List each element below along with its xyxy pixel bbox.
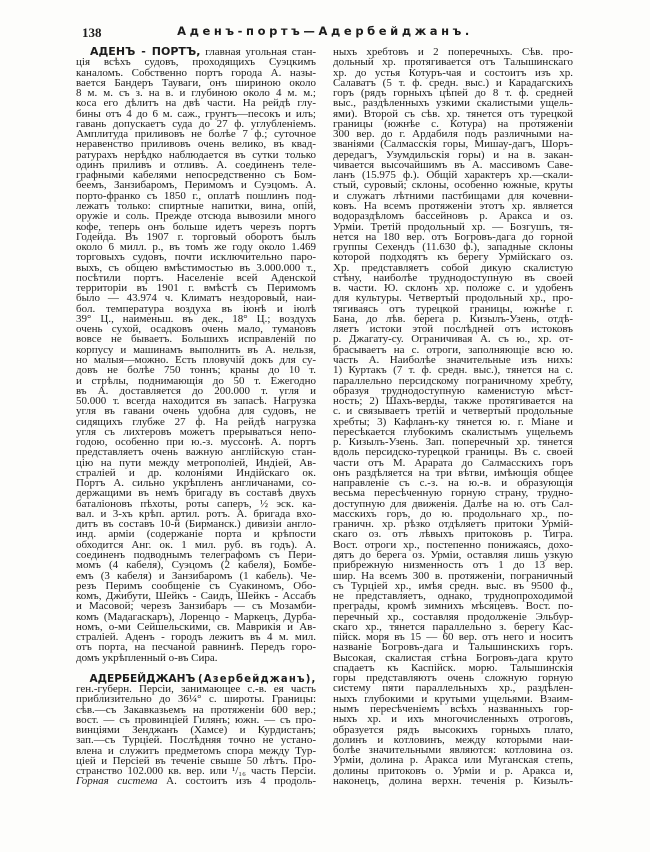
- article-aderbeidzhan-last-line: [76, 776, 316, 786]
- text-line: дятъ до берега оз. Урміи, оставляя лишь узкую: [333, 549, 573, 562]
- text-line: Хр. представляетъ собой дикую скалистую: [333, 261, 573, 274]
- text-line: представляетъ очень важную англійскую стан-: [76, 446, 316, 459]
- text-line: домъ укрѣпленный о-въ Сира.: [76, 651, 218, 664]
- text-line: коса его дѣлитъ на двѣ части. На рейдѣ глу-: [76, 97, 316, 110]
- text-line: выс., раздѣленныхъ узкими скалистыми ущель-: [333, 97, 573, 110]
- text-line: чивается высочайшимъ въ А. массивомъ Саве-: [333, 158, 573, 171]
- text-line: ратурахъ нерѣдко наблюдается въ сутки только: [76, 148, 316, 161]
- text-line: в. части. Ю. склонъ хр. положе с. и удобенъ: [333, 282, 573, 295]
- text-line: ляетъ истоки этой послѣдней отъ истоковъ: [333, 323, 573, 336]
- text-line: Бана, до лѣв. берега р. Кизылъ-Узень, отдѣ-: [333, 312, 573, 325]
- italic-term: Горная система: [76, 775, 158, 788]
- text-line: дередагъ, Узумдильскія горы) и на в. закан-: [333, 148, 573, 161]
- text-line: 300 вер. до г. Ардабиля подъ различными на-: [333, 128, 573, 141]
- right-column: [333, 47, 573, 786]
- article-aderbeidzhan-body: [76, 684, 316, 776]
- text-line: цію на пути между метрополіей, Индіей, Ав-: [76, 456, 316, 469]
- text-line: весьма пересѣченную горную страну, трудно-: [333, 487, 573, 500]
- text-line: приблизительно до 36¼° с. широты. Границы:: [76, 693, 316, 706]
- text-line: вал. и 3-хъ крѣп. артил. ротъ. А. бригада вхо-: [76, 507, 316, 520]
- text-line: Урміи. Третій продольный хр. — Бозгушъ, тя-: [333, 220, 573, 233]
- text-line: территоріи въ 1901 г. вмѣстѣ съ Перимомъ: [76, 282, 316, 295]
- text-line: Салаватъ (5 т. ф. средн. выс.) и Карадагскихъ: [333, 76, 573, 89]
- text-line: хребты; 3) Кафланъ-ку тянется ю. г. Міане и: [333, 415, 573, 428]
- text-line: оружіе и соль. Прежде отсюда вывозили много: [76, 210, 316, 223]
- text-line: перечный хр., составляя продолженіе Эльбур-: [333, 610, 573, 623]
- text-line: скаго оз. отъ лѣвыхъ притоковъ р. Тигра.: [333, 528, 573, 541]
- text-line: дитъ въ составъ 10-й (Бирманск.) дивизіи англо-: [76, 518, 316, 531]
- text-line: страліей. Аденъ - городъ лежитъ въ 4 м. мил.: [76, 631, 316, 644]
- headword-variant: (Азербейджанъ),: [197, 672, 317, 685]
- text-line: 50.000 т. всегда находится въ запасѣ. Нагрузка: [76, 395, 316, 408]
- page-number: 138: [82, 25, 102, 40]
- text-line: комъ, Джибути, Шейкъ - Саидъ, Шейкъ - Ассабъ: [76, 590, 316, 603]
- text-line: очень сухой, осадковъ очень мало, тумановъ: [76, 323, 316, 336]
- text-line: горы представляютъ очень сложную горную: [333, 672, 573, 685]
- text-line: гавань допускаетъ суда до 27 ф. углубленіемъ.: [76, 117, 316, 130]
- text-line: образуя труднодоступную каменистую мѣст-: [333, 384, 573, 397]
- text-line: с. и связываетъ третій и четвертый продольные: [333, 405, 573, 418]
- text-line: параллельно персидскому пограничному хребту,: [333, 374, 573, 387]
- text-line: стый, суровый; склоны, особенно южные, круты: [333, 179, 573, 192]
- text-line: ность; 2) Шахъ-верды, также протягивается на: [333, 395, 573, 408]
- text-line: 39° Ц., наименьш. въ дек., 18° Ц.; воздухъ: [76, 312, 316, 325]
- text-line: довъ не болѣе 750 тоннъ; краны до 10 т.: [76, 364, 316, 377]
- text-line: для культуры. Четвертый продольный хр., про-: [333, 292, 573, 305]
- text-line: обходится Анг. ок. 1 мил. руб. въ годъ). А.: [76, 538, 316, 551]
- text-line: группы Сехендъ (11.630 ф.), западные склоны: [333, 241, 573, 254]
- text-line: ныхъ глубокими и крутыми ущельями. Взаим-: [333, 692, 573, 705]
- text-line: р. Джагату-су. Ограничивая А. съ ю., хр. от-: [333, 333, 573, 346]
- text-line: Амплитуда приливовъ не болѣе 7 ф.; суточное: [76, 128, 316, 141]
- text-line: резъ Перимъ сообщеніе съ Суакиномъ, Обо-: [76, 579, 316, 592]
- text-line: соединенъ подводнымъ телеграфомъ съ Пери-: [76, 549, 316, 562]
- text-line: момъ (4 кабеля), Суэцомъ (2 кабеля), Бомбе-: [76, 559, 316, 572]
- text-line: направленіе съ с.-з. на ю.-в. и образующія: [333, 477, 573, 490]
- text-line: водораздѣломъ бассейновъ р. Аракса и оз.: [333, 210, 573, 223]
- text-line: Вост. отроги хр., постепенно понижаясь, дохо-: [333, 538, 573, 551]
- text-line: торговыхъ судовъ, почти исключительно паро-: [76, 251, 316, 264]
- text-line: ныхъ хребтовъ и 2 поперечныхъ. Сѣв. про-: [333, 46, 573, 58]
- text-line: емъ (3 кабеля) и Занзибаромъ (1 кабель). Че-: [76, 569, 316, 582]
- text-line: ланъ (15.975 ф.). Общій характеръ хр.—скали-: [333, 169, 573, 182]
- text-line: ціей и Персіей въ теченіе свыше 50 лѣтъ. Про-: [76, 754, 316, 767]
- text-line: держащими въ немъ бригаду въ составѣ двухъ: [76, 487, 316, 500]
- text-line: масскихъ горъ, до ю. продольнаго хр., по-: [333, 507, 573, 520]
- text-line: сѣв.—съ Закавказьемъ на протяженіи 600 вер.;: [76, 703, 316, 716]
- text-line: выхъ, съ общею вмѣстимостью въ 3.000.000 т.,: [76, 261, 316, 274]
- article-aderbeidzhan-heading: [76, 671, 317, 685]
- text-line: каналомъ. Собственно портъ города А. назы-: [76, 66, 316, 79]
- text-line: р. Кизылъ-Узень. Зап. поперечный хр. тянется: [333, 436, 573, 449]
- text-line: одинъ приливъ и отливъ. А. соединенъ теле-: [76, 158, 316, 171]
- left-column: [76, 47, 316, 787]
- text-line: зап.—съ Турціей. Послѣдняя точно не устано-: [76, 734, 316, 747]
- text-line: нется на 180 вер. отъ Богровъ-дага до горной: [333, 230, 573, 243]
- text-line: вается Бандеръ Тауваги, онъ шириною около: [76, 76, 316, 89]
- text-line: угля съ лихтеровъ можетъ прерываться непо-: [76, 425, 316, 438]
- text-line: часть А. Наиболѣе значительные изъ нихъ:: [333, 353, 573, 366]
- text-line: беемъ, Занзибаромъ, Перимомъ и Суэцомъ. А.: [76, 179, 316, 192]
- text-line: и Масовой; черезъ Занзибаръ — съ Мозамби-: [76, 600, 316, 613]
- text-line: Портъ А. сильно укрѣпленъ англичанами, со-: [76, 477, 316, 490]
- text-line: и служатъ лѣтними пастбищами для кочевни-: [333, 189, 573, 202]
- text-line: 8 м. м. съ з. на в. и глубиною около 4 м. м.;: [76, 87, 316, 100]
- text-line: не представляетъ, однако, труднопроходимой: [333, 590, 573, 603]
- headword: АДЕРБЕЙДЖАНЪ: [89, 671, 196, 685]
- text-line: брасываетъ на с. отроги, заполняющіе всю ю.: [333, 343, 573, 356]
- text-line: но малыя—можно. Есть пловучій докъ для су-: [76, 353, 316, 366]
- text-line: систему пяти параллельныхъ хр., раздѣлен-: [333, 682, 573, 695]
- text-line: въ А. доставляется до 200.000 т. угля и: [76, 384, 316, 397]
- text-line: лежатъ только: спиртные напитки, вина, опій,: [76, 199, 316, 212]
- running-title: Аденъ-портъ—Адербейджанъ.: [177, 24, 473, 38]
- text-line: долины притоковъ о. Урміи и р. Аракса и,: [333, 764, 573, 777]
- headword: АДЕНЪ - ПОРТЪ,: [90, 45, 201, 58]
- text-fragment: главная угольная стан-: [205, 46, 317, 58]
- text-line: нымъ пересѣченіемъ всѣхъ названныхъ гор-: [333, 703, 573, 715]
- text-line: графными кабелями непосредственно съ Бом-: [76, 169, 316, 182]
- text-line: вдоль персидско-турецкой границы. Въ с. своей: [333, 446, 573, 459]
- text-line: инд. арміи (содержаніе порта и крѣпости: [76, 528, 316, 541]
- text-line: дольный хр. протягивается отъ Талышинскаго: [333, 56, 573, 69]
- text-line: ген.-губерн. Персіи, занимающее с.-в. ея часть: [76, 683, 316, 696]
- text-line: сидящихъ глубже 27 ф. На рейдѣ нагрузка: [76, 415, 316, 428]
- text-line: кофе, теперь онъ больше идетъ черезъ портъ: [76, 220, 316, 233]
- text-line: пійск. моря въ 15 — 60 вер. отъ него и носитъ: [333, 631, 573, 644]
- text-line: скаго хр., тянется параллельно з. берегу Кас-: [333, 620, 573, 633]
- text-line: и стрѣлы, поднимающія до 50 т. Ежегодно: [76, 374, 316, 387]
- text-line: Урміи, долина р. Аракса или Муганская степь,: [333, 754, 573, 767]
- text-line: хр. до устья Котуръ-чая и состоитъ изъ хр.: [333, 66, 573, 79]
- text-line: онъ раздѣляется на три вѣтви, имѣющія общее: [333, 466, 573, 479]
- text-line: порто-франко съ 1850 г., оплатѣ пошлинъ под-: [76, 189, 316, 202]
- text-line: Годейда. Въ 1907 г. торговый оборотъ былъ: [76, 230, 316, 243]
- text-line: ція всѣхъ судовъ, проходящихъ Суэцкимъ: [76, 56, 316, 69]
- text-line: было — 43.974 ч. Климатъ нездоровый, наи-: [76, 292, 316, 305]
- text-line: годою, особенно при ю.-з. муссонѣ. А. портъ: [76, 436, 316, 449]
- text-line: съ Турціей хр., имѣя средн. выс. въ 9500 ф.,: [333, 579, 573, 592]
- text-line: бол. температура воздуха въ іюнѣ и іюлѣ: [76, 302, 316, 315]
- text-line: горъ (рядъ горныхъ цѣпей до 8 т. ф. средней: [333, 87, 573, 100]
- text-line: угля въ гавани очень удобна для судовъ, не: [76, 405, 316, 418]
- article-aden-port-body: [76, 57, 316, 663]
- text-line: комъ (Мадагаскаръ), Лоренцо - Маркецъ, Дурба-: [76, 610, 316, 623]
- text-line: части отъ М. Арарата до Салмасскихъ горъ: [333, 456, 573, 469]
- text-line: номъ, о-ми Сейшельскими, св. Маврикія и Ав-: [76, 620, 316, 633]
- text-line: бины отъ 4 до 6 м. саж., грунтъ—песокъ и илъ;: [76, 107, 316, 120]
- text-line: которой подходятъ къ берегу Урмійскаго оз.: [333, 251, 573, 264]
- text-line: шир. На всемъ 300 в. протяженіи, пограничный: [333, 569, 573, 582]
- text-fragment: А. состоитъ изъ 4 продоль-: [166, 775, 316, 788]
- text-line: тягиваясь отъ турецкой границы, южнѣе г.: [333, 302, 573, 315]
- text-line: вост. — съ провинціей Гилянъ; южн. — съ про-: [76, 713, 316, 726]
- text-line: преграды, кромѣ зимнихъ мѣсяцевъ. Вост. по-: [333, 600, 573, 613]
- text-line: баталіоновъ пѣхоты, роты саперъ, ½ эск. ка-: [76, 497, 316, 510]
- text-line: ныхъ хр. и ихъ многочисленныхъ отроговъ,: [333, 713, 573, 726]
- text-line: 1) Куртакъ (7 т. ф. средн. выс.), тянется на с.: [333, 364, 573, 377]
- text-line: посѣтили портъ. Населеніе всей Аденской: [76, 271, 316, 284]
- text-line: границы (южнѣе с. Котура) на протяженіи: [333, 117, 573, 130]
- text-line: Высокая, скалистая стѣна Богровъ-дага круто: [333, 651, 573, 664]
- text-line: странство 102.000 кв. вер. или ¹/₁₆ часть Персіи.: [76, 765, 316, 778]
- text-line: ковъ. На всемъ протяженіи этотъ хр. является: [333, 199, 573, 212]
- text-line: названіе Богровъ-дага и Талышинскихъ горъ.: [333, 641, 573, 654]
- text-line: отъ порта, на песчаной равнинѣ. Передъ горо-: [76, 641, 316, 654]
- text-line: прибрежную низменность отъ 1 до 13 вер.: [333, 559, 573, 572]
- text-line: страліей и др. колоніями Индійскаго ок.: [76, 466, 316, 479]
- text-line: влена и служитъ предметомъ спора между Тур-: [76, 744, 316, 757]
- text-line: винціями Зенджанъ (Хамсе) и Курдистанъ;: [76, 724, 316, 737]
- text-line: доступную для движенія. Далѣе на ю. отъ Сал-: [333, 497, 573, 510]
- text-line: неравенство приливовъ очень велико, въ квад-: [76, 138, 316, 151]
- text-line: ями). Второй съ сѣв. хр. тянется отъ турецкой: [333, 107, 573, 120]
- text-line: болѣе значительными являются: котловина оз.: [333, 744, 573, 757]
- text-line: наконецъ, долина верхн. теченія р. Кизылъ-: [333, 774, 573, 787]
- text-line: долинъ и котловинъ, между которыми наи-: [333, 733, 573, 746]
- text-line: граничн. хр. рѣзко отдѣляетъ притоки Урмій-: [333, 518, 573, 531]
- text-line: званіями (Салмасскія горы, Мишау-дагъ, Шоръ-: [333, 138, 573, 151]
- text-line: около 6 милл. р., въ томъ же году около 1.469: [76, 241, 316, 254]
- text-line: вовсе не бываетъ. Большихъ исправленій по: [76, 333, 316, 346]
- text-line: спадаетъ къ Каспійск. морю. Талышинскія: [333, 661, 573, 674]
- text-line: стѣну, наиболѣе труднодоступную въ своей: [333, 271, 573, 284]
- article-aderbeidzhan-continuation: [333, 47, 573, 786]
- text-line: корпусу и машинамъ выполнить въ А. нельзя,: [76, 343, 316, 356]
- text-line: образуется рядъ высокихъ горныхъ плато,: [333, 723, 573, 736]
- text-line: пересѣкается глубокимъ скалистымъ ущельемъ: [333, 425, 573, 438]
